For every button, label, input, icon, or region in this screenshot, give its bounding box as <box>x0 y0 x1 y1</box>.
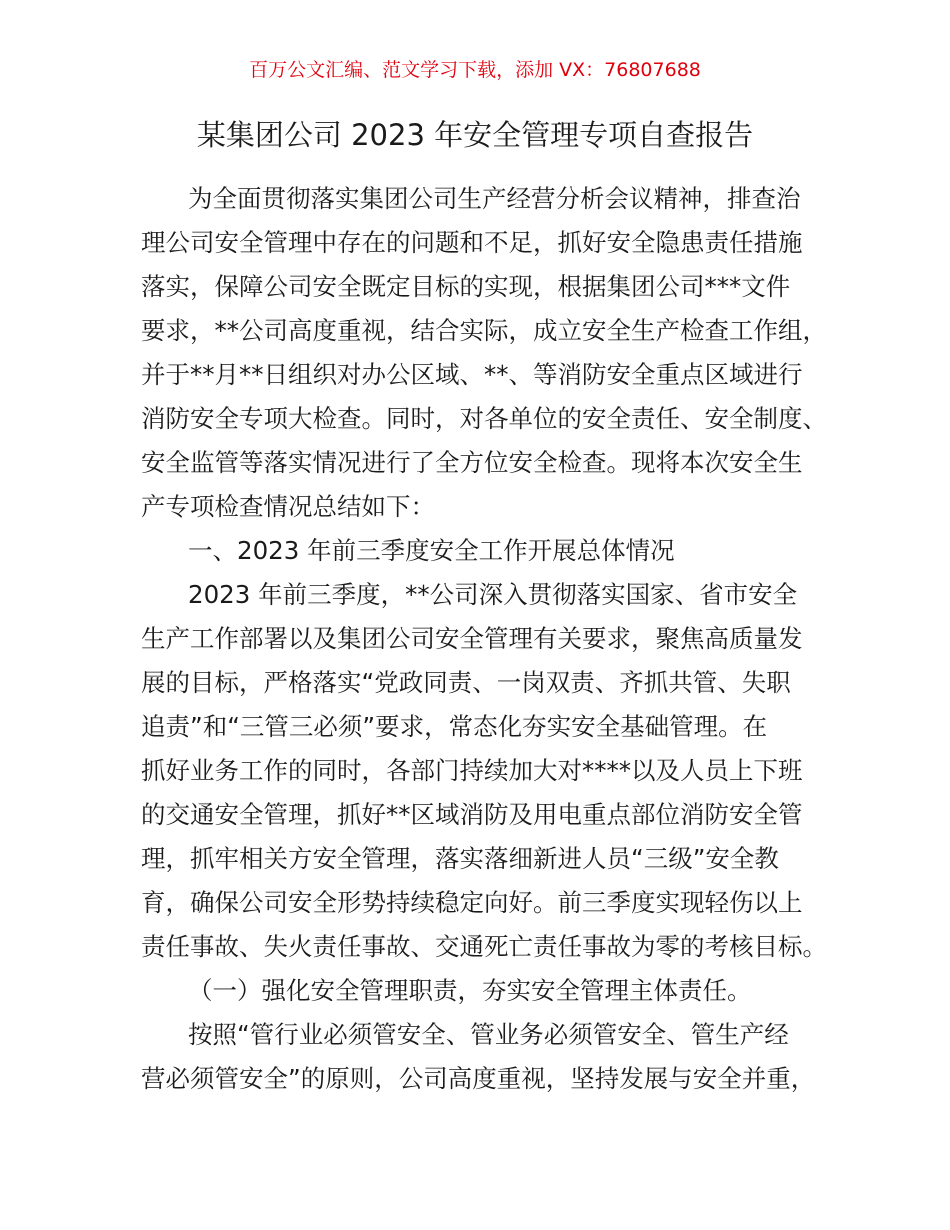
section-heading: 一、2023 年前三季度安全工作开展总体情况 <box>188 536 675 565</box>
watermark-banner: 百万公文汇编、范文学习下载，添加 VX：76807688 <box>249 59 701 81</box>
paragraph-line: 责任事故、失火责任事故、交通死亡责任事故为零的考核目标。 <box>141 932 827 961</box>
paragraph-line: 按照“管行业必须管安全、管业务必须管安全、管生产经 <box>188 1020 789 1049</box>
paragraph-line: 育，确保公司安全形势持续稳定向好。前三季度实现轻伤以上 <box>141 888 803 917</box>
paragraph-line: 追责”和“三管三必须”要求，常态化夯实安全基础管理。在 <box>141 712 768 741</box>
paragraph-line: 营必须管安全”的原则，公司高度重视，坚持发展与安全并重， <box>141 1064 816 1093</box>
paragraph-line: 理公司安全管理中存在的问题和不足，抓好安全隐患责任措施 <box>141 228 803 257</box>
paragraph-line: 展的目标，严格落实“党政同责、一岗双责、齐抓共管、失职 <box>141 668 791 697</box>
paragraph-line: 落实，保障公司安全既定目标的实现，根据集团公司***文件 <box>141 272 791 301</box>
subsection-heading: （一）强化安全管理职责，夯实安全管理主体责任。 <box>188 976 752 1005</box>
paragraph-line: 2023 年前三季度，**公司深入贯彻落实国家、省市安全 <box>188 580 798 609</box>
paragraph-line: 的交通安全管理，抓好**区域消防及用电重点部位消防安全管 <box>141 800 803 829</box>
paragraph-line: 抓好业务工作的同时，各部门持续加大对****以及人员上下班 <box>141 756 803 785</box>
paragraph-line: 产专项检查情况总结如下： <box>141 492 435 521</box>
paragraph-line: 安全监管等落实情况进行了全方位安全检查。现将本次安全生 <box>141 448 803 477</box>
document-body <box>141 177 825 1101</box>
paragraph-line: 生产工作部署以及集团公司安全管理有关要求，聚焦高质量发 <box>141 624 803 653</box>
paragraph-line: 要求，**公司高度重视，结合实际，成立安全生产检查工作组， <box>141 316 827 345</box>
page-title: 某集团公司 2023 年安全管理专项自查报告 <box>196 118 754 152</box>
paragraph-line: 为全面贯彻落实集团公司生产经营分析会议精神，排查治 <box>188 184 801 213</box>
paragraph-line: 消防安全专项大检查。同时，对各单位的安全责任、安全制度、 <box>141 404 827 433</box>
paragraph-line: 理，抓牢相关方安全管理，落实落细新进人员“三级”安全教 <box>141 844 779 873</box>
paragraph-line: 并于**月**日组织对办公区域、**、等消防安全重点区域进行 <box>141 360 803 389</box>
